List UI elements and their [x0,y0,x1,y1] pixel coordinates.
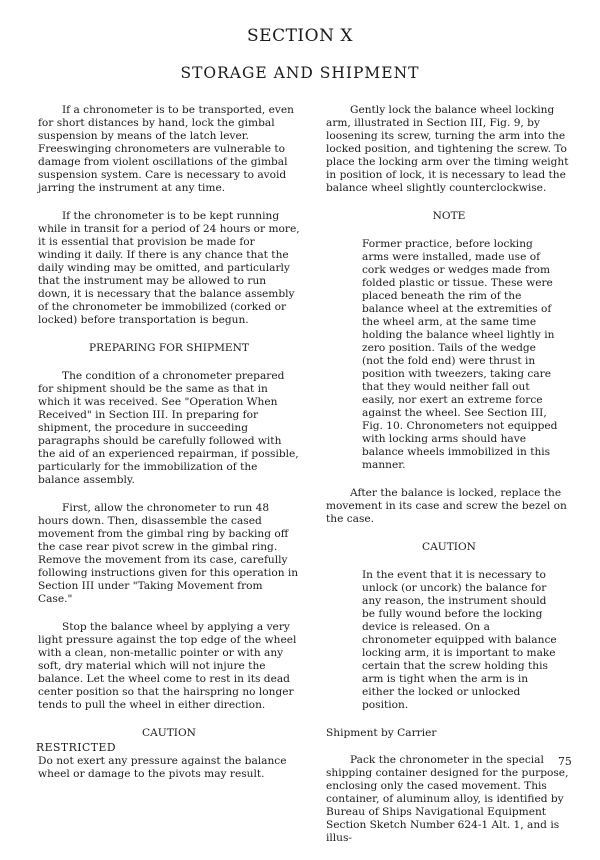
note-text: Former practice, before locking arms were installed, made use of cork wedges or wedges made from folded plastic or tissue. These were placed beneath the rim of the balance wheel at the extremities of the wheel arm, at the same time holding the balance wheel lightly in zero position. Tails of the wedge (not the fold end) were thrust in position with tweezers, taking care that they would neither fall out easily, nor exert an extreme force against the wheel. See Section III, Fig. 10. Chronometers not equipped with locking arms should have balance wheels immobilized in this manner. [362,238,558,471]
paragraph: Pack the chronometer in the special shipping container designed for the purpose, enclosing only the cased movement. This container, of aluminum alloy, is identified by Bureau of Ships Navigational Equipment Section Sketch Number 624-1 Alt. 1, and is illus- [326,754,569,844]
page-number: 75 [558,755,572,768]
caution-text: In the event that it is necessary to unlock (or uncork) the balance for any reason, the instrument should be fully wound before the locking device is released. On a chronometer equipped with balance locking arm, it is important to make certain that the screw holding this arm is tight when the arm is in either the locked or unlocked position. [362,569,557,711]
note-heading: NOTE [432,210,466,222]
paragraph: After the balance is locked, replace the movement in its case and screw the bezel on the case. [326,487,567,525]
caution-heading: CAUTION [142,727,196,739]
right-column [326,104,572,860]
paragraph: The condition of a chronometer prepared for shipment should be the same as that in which it was received. See "Operation When Received" in Section III. In preparing for shipment, the procedure in succeeding paragraphs should be carefully followed with the aid of an experienced repairman, if possible, particularly for the immobilization of the balance assembly. [38,370,299,486]
paragraph: Stop the balance wheel by applying a very light pressure against the top edge of the wheel with a clean, non-metallic pointer or with any soft, dry material which will not injure the balance. Let the wheel come to rest in its dead center position so that the hairspring no longer tends to pull the wheel in either direction. [38,621,297,711]
subsection-heading: Shipment by Carrier [326,727,437,739]
caution-heading: CAUTION [422,541,476,553]
paragraph: If a chronometer is to be transported, even for short distances by hand, lock the gimbal suspension by means of the latch lever. Freeswinging chronometers are vulnerable to damage from violent oscillations of the gimbal suspension system. Care is necessary to avoid jarring the instrument at any time. [38,104,294,194]
paragraph: If the chronometer is to be kept running while in transit for a period of 24 hours or more, it is essential that provision be made for winding it daily. If there is any chance that the daily winding may be omitted, and particularly that the instrument may be allowed to run down, it is necessary that the balance assembly of the chronometer be immobilized (corked or locked) before transportation is begun. [38,210,300,326]
paragraph: First, allow the chronometer to run 48 hours down. Then, disassemble the cased movement from the gimbal ring by backing off the case rear pivot screw in the gimbal ring. Remove the movement from its case, carefully following instructions given for this operation in Section III under "Taking Movement from Case." [38,502,299,605]
caution-text: Do not exert any pressure against the balance wheel or damage to the pivots may result. [38,755,287,780]
page-title: STORAGE AND SHIPMENT [180,64,420,82]
paragraph: Gently lock the balance wheel locking arm, illustrated in Section III, Fig. 9, by loosening its screw, turning the arm into the locked position, and tightening the screw. To place the locking arm over the timing weight in position of lock, it is necessary to lead the balance wheel slightly counterclockwise. [326,104,569,194]
section-number: SECTION X [247,26,353,46]
left-column [38,104,300,796]
classification-marking: RESTRICTED [36,741,117,754]
section-heading: PREPARING FOR SHIPMENT [88,342,249,354]
